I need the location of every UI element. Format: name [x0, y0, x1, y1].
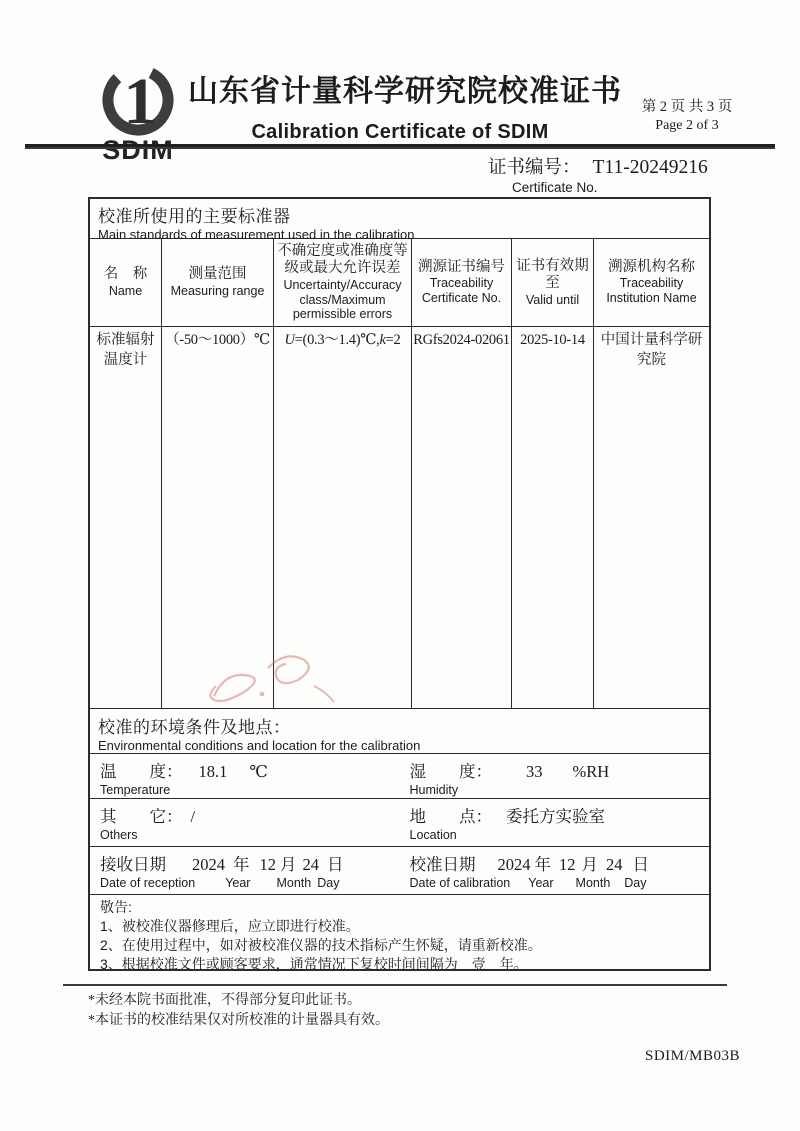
environment-title-en: Environmental conditions and location for the calibration [98, 738, 421, 753]
others-label-cn: 其 它： [100, 808, 183, 826]
footnotes [88, 991, 389, 1030]
page-number-cn: 第 2 页 共 3 页 [641, 99, 733, 115]
header-divider [25, 144, 775, 149]
day-en: Day [317, 876, 340, 890]
temperature-field [90, 754, 400, 798]
logo-digit: 1 [123, 65, 157, 138]
reception-day: 24 [302, 855, 319, 874]
temperature-value: 18.1 [198, 762, 228, 781]
standards-table [88, 197, 711, 971]
day-cn: 日 [632, 856, 649, 874]
certificate-number-block [488, 153, 708, 195]
environment-section-title [90, 709, 709, 754]
certificate-number: T11-20249216 [592, 157, 708, 178]
footnote-1: *未经本院书面批准，不得部分复印此证书。 [88, 993, 361, 1008]
col-header-institution [594, 239, 709, 326]
month-en: Month [276, 876, 312, 890]
month-en: Month [575, 876, 611, 890]
uncertainty-mid: =(0.3～1.4)℃, [294, 332, 380, 348]
reception-date-field [90, 847, 400, 894]
location-label-en: Location [409, 828, 457, 842]
standards-title-en: Main standards of measurement used in the calibration [98, 227, 415, 242]
cell-measuring-range: （-50～1000）℃ [162, 327, 274, 708]
humidity-label-cn: 湿 度： [409, 763, 492, 781]
uncertainty-k: k [379, 332, 386, 348]
cell-standard-name: 标准辐射温度计 [90, 327, 162, 708]
calibration-date-field [400, 847, 710, 894]
temperature-label-cn: 温 度： [100, 763, 183, 781]
location-label-cn: 地 点： [409, 808, 492, 826]
humidity-unit: %RH [572, 762, 610, 781]
standards-data-row [90, 327, 709, 709]
year-cn: 年 [233, 856, 250, 874]
page-number-en: Page 2 of 3 [655, 117, 719, 133]
header-en: Measuring range [170, 283, 265, 298]
calibration-label-cn: 校准日期 [409, 856, 476, 874]
temperature-unit: ℃ [249, 762, 268, 781]
col-header-range [162, 239, 274, 326]
page-indicator [626, 98, 748, 135]
header-cn: 测量范围 [188, 266, 247, 283]
calibration-day: 24 [606, 855, 623, 874]
reception-label-cn: 接收日期 [100, 856, 166, 874]
month-cn: 月 [581, 856, 598, 874]
reception-label-en: Date of reception [100, 876, 196, 890]
header-cn: 不确定度或准确度等级或最大允许误差 [277, 242, 408, 277]
environment-title-cn: 校准的环境条件及地点： [98, 718, 291, 737]
col-header-uncertainty [274, 239, 412, 326]
year-en: Year [225, 876, 251, 890]
year-cn: 年 [534, 856, 551, 874]
notice-item-2: 2、在使用过程中，如对被校准仪器的技术指标产生怀疑，请重新校准。 [100, 937, 542, 954]
environment-values-row [90, 754, 709, 799]
cell-valid-until: 2025-10-14 [512, 327, 594, 708]
month-cn: 月 [280, 856, 297, 874]
calibration-year: 2024 [497, 855, 531, 874]
notice-item-1: 1、被校准仪器修理后，应立即进行校准。 [100, 918, 360, 935]
year-en: Year [528, 876, 554, 890]
humidity-field [400, 754, 710, 798]
sdim-logo [82, 60, 194, 169]
others-value: / [190, 807, 196, 826]
header-en: Traceability Certificate No. [421, 276, 502, 306]
header-cn: 名 称 [103, 266, 148, 283]
temperature-label-en: Temperature [100, 783, 171, 797]
humidity-label-en: Humidity [409, 783, 459, 797]
notice-item-3: 3、根据校准文件或顾客要求，通常情况下复校时间间隔为 壹 年。 [100, 956, 528, 973]
certificate-no-label-cn: 证书编号： [488, 158, 581, 178]
others-field [90, 799, 400, 846]
header-en: Traceability Institution Name [606, 276, 697, 306]
col-header-name [90, 239, 162, 326]
cell-institution: 中国计量科学研究院 [600, 332, 703, 368]
dates-row [90, 847, 709, 895]
document-title [188, 66, 622, 144]
standards-section-title [90, 199, 709, 242]
col-header-trace-no [412, 239, 512, 326]
location-value: 委托方实验室 [506, 807, 605, 826]
header-cn: 证书有效期至 [516, 257, 589, 292]
notice-section [90, 895, 709, 973]
calibration-month: 12 [559, 855, 576, 874]
reception-month: 12 [259, 855, 276, 874]
red-stamp-mark-icon [202, 608, 352, 728]
standards-title-cn: 校准所使用的主要标准器 [98, 207, 291, 226]
others-label-en: Others [100, 828, 138, 842]
title-chinese: 山东省计量科学研究院校准证书 [188, 75, 622, 108]
calibration-label-en: Date of calibration [409, 876, 511, 890]
form-code: SDIM/MB03B [645, 1048, 741, 1064]
standards-header-row [90, 239, 709, 327]
day-en: Day [624, 876, 647, 890]
footer-divider [63, 984, 727, 986]
header-cn: 溯源证书编号 [418, 259, 505, 276]
location-field [400, 799, 710, 846]
footnote-2: *本证书的校准结果仅对所校准的计量器具有效。 [88, 1012, 389, 1028]
uncertainty-u: U [284, 332, 295, 348]
reception-year: 2024 [192, 855, 225, 874]
header-cn: 溯源机构名称 [608, 259, 695, 276]
certificate-no-label-en: Certificate No. [512, 180, 598, 195]
uncertainty-end: =2 [385, 332, 401, 348]
title-english: Calibration Certificate of SDIM [251, 121, 549, 143]
logo-text: SDIM [102, 135, 174, 164]
cell-trace-certificate-no: RGfs2024-02061 [412, 327, 512, 708]
header-en: Valid until [525, 292, 580, 307]
humidity-value: 33 [526, 762, 543, 781]
header-en: Name [108, 283, 143, 298]
others-location-row [90, 799, 709, 847]
day-cn: 日 [327, 856, 344, 874]
col-header-valid-until [512, 239, 594, 326]
notice-title: 敬告: [100, 899, 132, 915]
header-en: Uncertainty/Accuracy class/Maximum permissible errors [283, 277, 402, 322]
